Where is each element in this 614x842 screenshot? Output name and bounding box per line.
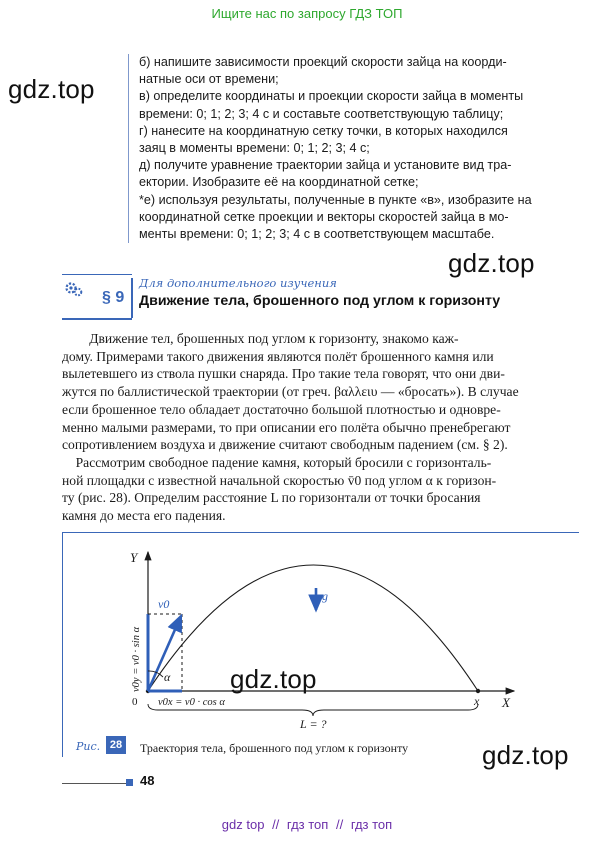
page-number-rule [62, 783, 132, 784]
section-underline [62, 318, 132, 320]
gravity-label: g [322, 589, 328, 603]
body-line: камня до места его падения. [62, 508, 226, 524]
task-line: ектории. Изобразите её на координатной сетке; [139, 175, 419, 190]
trajectory-diagram [64, 534, 576, 734]
x-axis-label: X [502, 695, 510, 710]
landing-point [476, 689, 480, 693]
footer-separator: // [335, 817, 344, 832]
figure-number: 28 [106, 736, 126, 754]
v0-label: v0 [158, 597, 170, 611]
watermark: gdz.top [230, 664, 317, 694]
gears-icon [64, 280, 84, 298]
y-axis-label: Y [130, 550, 138, 565]
task-line: г) нанесите на координатную сетку точки, в которых находился [139, 123, 508, 138]
task-line: натные оси от времени; [139, 72, 279, 87]
task-list [128, 54, 587, 243]
watermark: gdz.top [8, 74, 95, 104]
task-line: б) напишите зависимости проекций скорости зайца на коорди- [139, 55, 507, 69]
task-line: д) получите уравнение траектории зайца и установите вид тра- [139, 158, 512, 173]
section-number: § 9 [102, 289, 125, 306]
footer-link[interactable]: гдз топ [350, 817, 393, 832]
body-line: жутся по баллистической траектории (от греч. βαλλειυ — «бросать»). В случае [62, 384, 519, 400]
task-line: времени: 0; 1; 2; 3; 4 с и составьте соответствующую таблицу; [139, 106, 504, 121]
page-number-marker [126, 779, 133, 786]
footer-link[interactable]: гдз топ [286, 817, 329, 832]
vy-label: v0y = v0 · sin α [131, 626, 142, 692]
task-line: в) определите координаты и проекции скорости зайца в моменты [139, 89, 524, 104]
body-paragraph [62, 330, 578, 525]
angle-label: α [164, 670, 171, 684]
footer-separator: // [272, 817, 280, 832]
footer-links [0, 817, 614, 832]
body-line: Движение тел, брошенных под углом к горизонту, знакомо каж- [62, 331, 459, 346]
footer-link[interactable]: gdz top [221, 817, 265, 832]
origin-label: 0 [132, 696, 138, 708]
trajectory-curve [148, 565, 478, 691]
section-divider [131, 278, 133, 318]
top-banner[interactable]: Ищите нас по запросу ГДЗ ТОП [211, 6, 403, 21]
body-line: менно малыми размерами, то при описании его полёта обычно пренебрегают [62, 419, 511, 435]
body-line: вылетевшего из ствола пушки снаряда. Про такие тела говорят, что они дви- [62, 366, 505, 382]
body-line: дому. Примерами такого движения являются полёт брошенного камня или [62, 348, 494, 364]
task-line: заяц в моменты времени: 0; 1; 2; 3; 4 с; [139, 141, 370, 156]
body-line: если брошенное тело обладает достаточно большой плотностью и одновре- [62, 401, 501, 417]
page-number: 48 [140, 773, 155, 788]
figure-label: Рис. [76, 740, 101, 753]
distance-label: L = ? [300, 717, 327, 731]
section-title: Движение тела, брошенного под углом к горизонту [139, 293, 501, 309]
task-line: координатной сетке проекции и векторы скоростей зайца в мо- [139, 209, 509, 224]
body-line: ту (рис. 28). Определим расстояние L по горизонтали от точки бросания [62, 490, 481, 506]
task-line: менты времени: 0; 1; 2; 3; 4 с в соответствующем масштабе. [139, 227, 495, 242]
body-line: ной площадки с известной начальной скоростью v̄0 под углом α к горизон- [62, 472, 497, 488]
watermark: gdz.top [482, 740, 569, 770]
watermark: gdz.top [448, 248, 535, 278]
section-kicker: Для дополнительного изучения [139, 276, 337, 290]
body-line: сопротивлением воздуха и движение считают свободным падением (см. § 2). [62, 437, 508, 453]
body-line: Рассмотрим свободное падение камня, который бросили с горизонталь- [62, 454, 492, 470]
x-end-label: x [474, 694, 480, 708]
figure-caption: Траектория тела, брошенного под углом к горизонту [140, 741, 409, 755]
task-line: *е) используя результаты, полученные в пункте «в», изобразите на [139, 192, 532, 207]
vx-label: v0x = v0 · cos α [158, 697, 225, 708]
